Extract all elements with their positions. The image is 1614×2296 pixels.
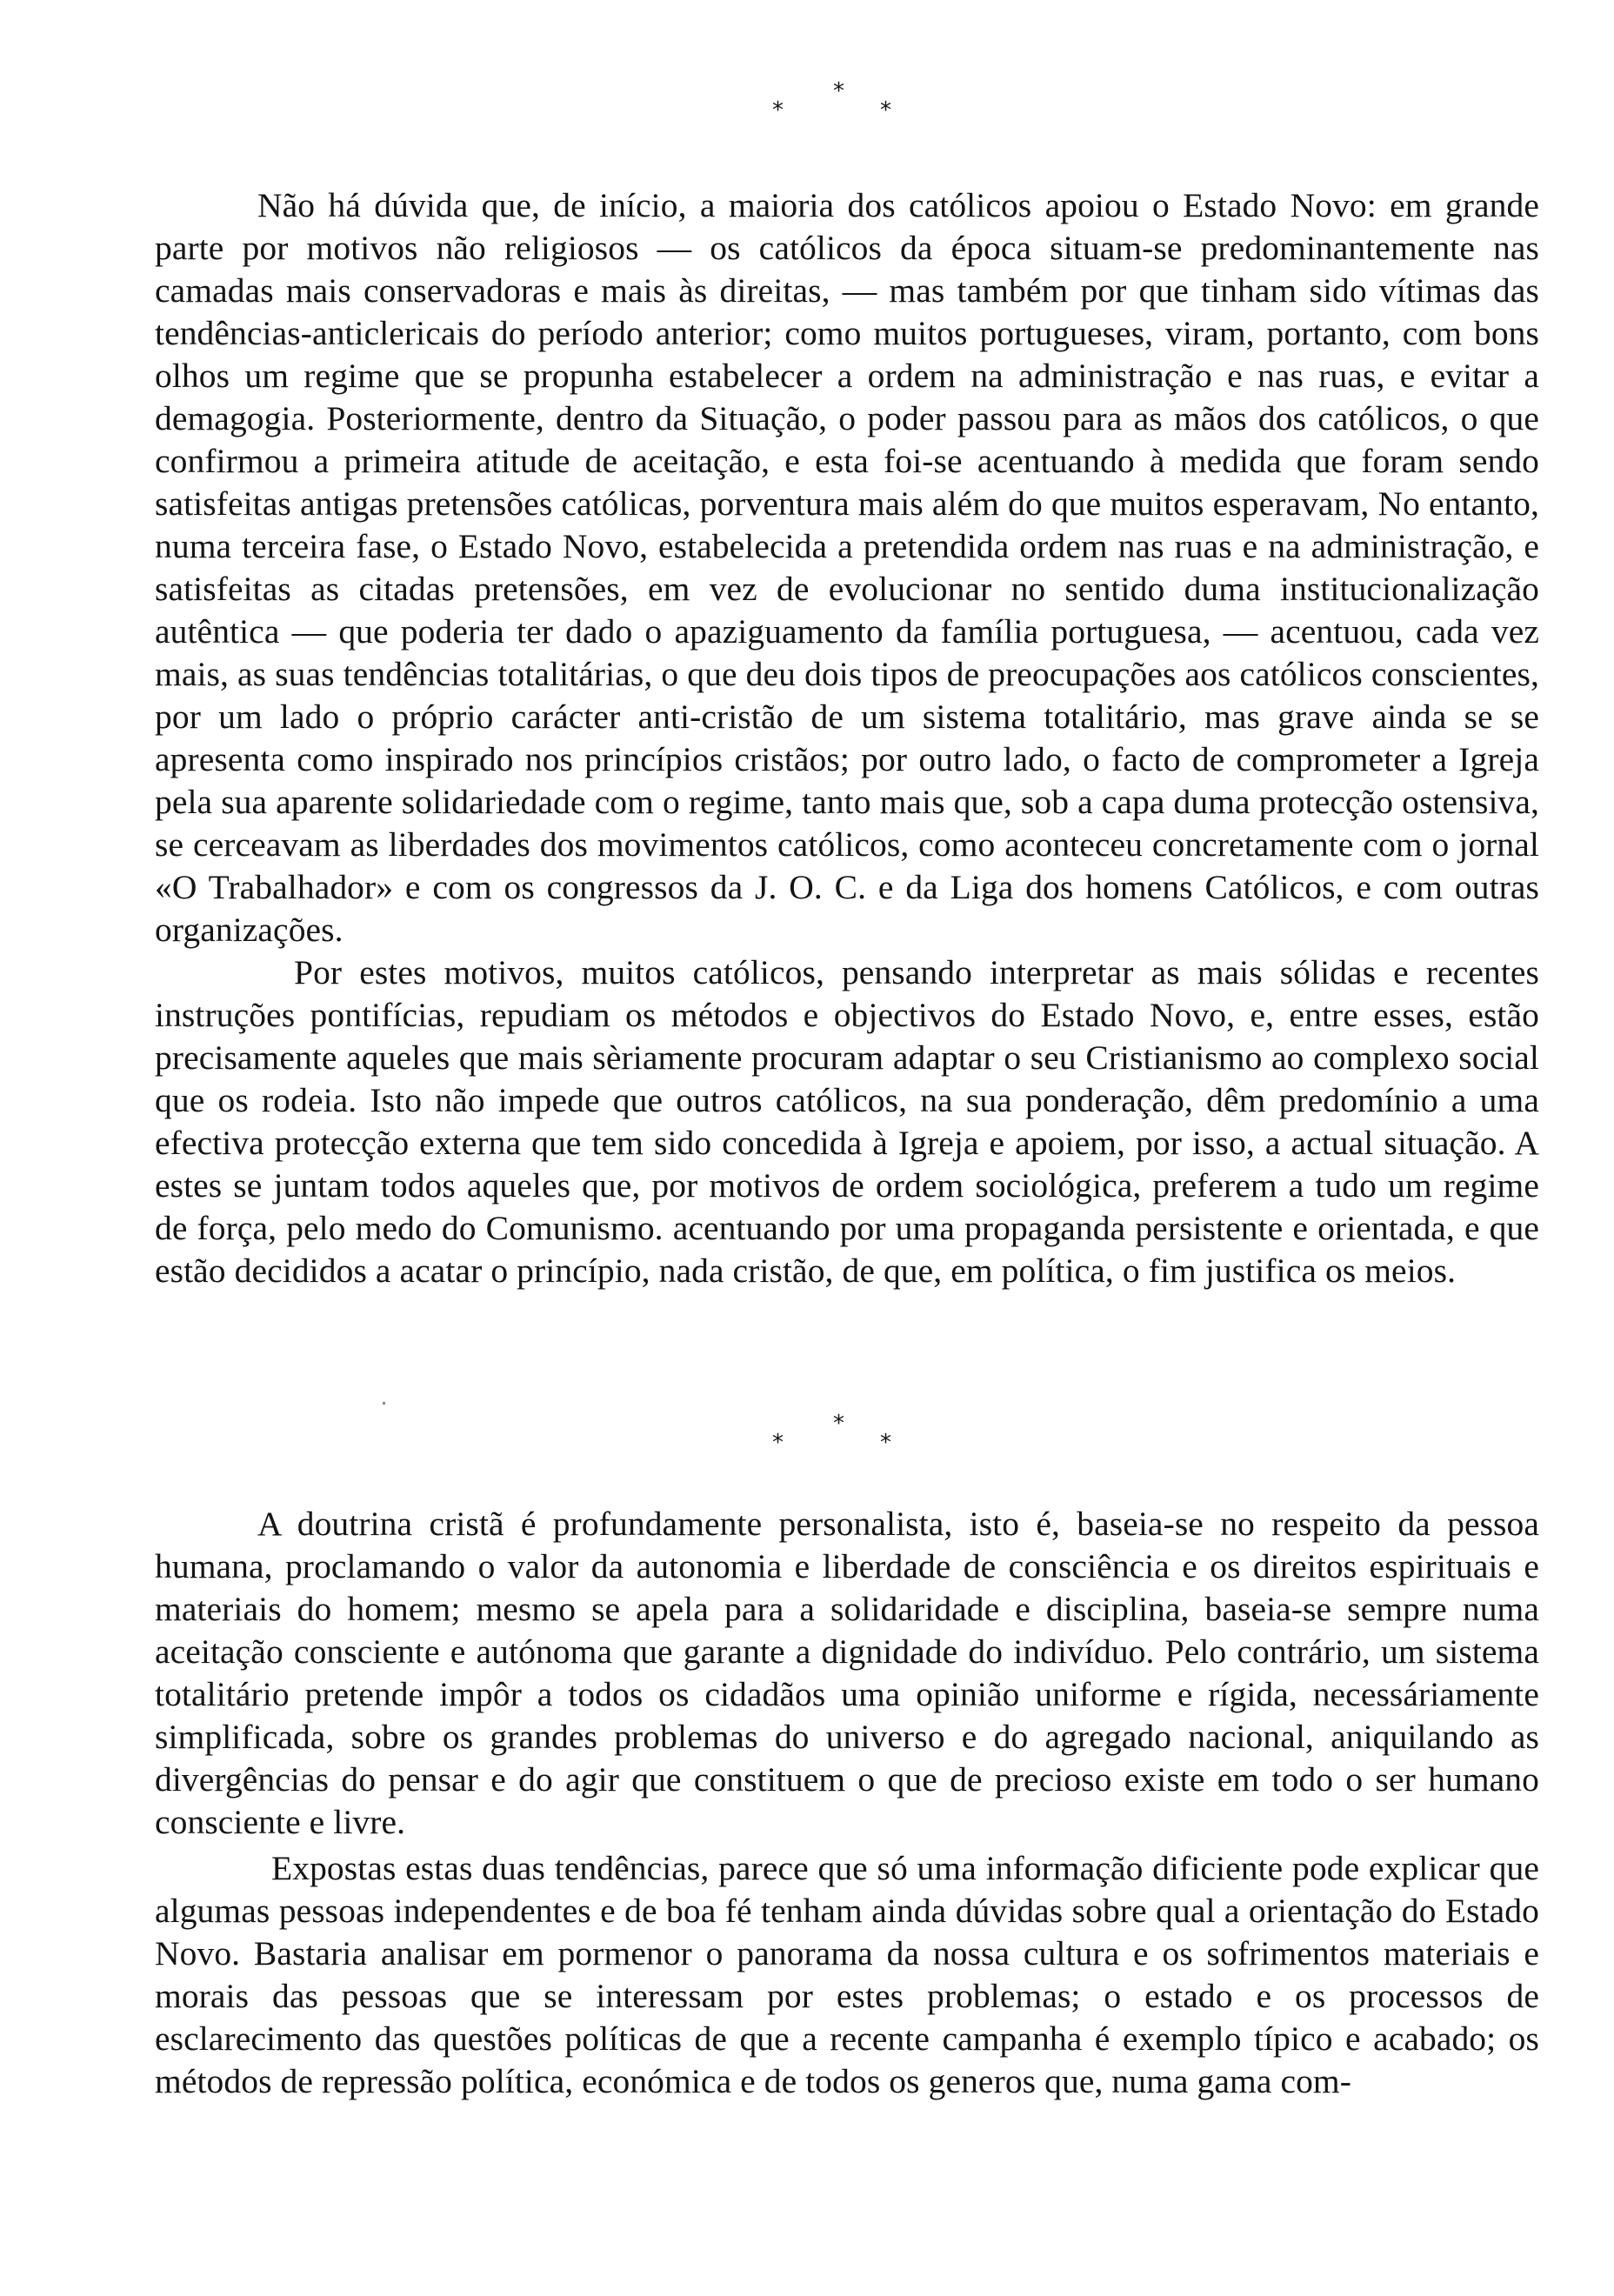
paragraph: A doutrina cristã é profundamente personalista, isto é, baseia-se no respeito da pessoa humana, proclamando o valor da autonomia e liberdade de consciência e os direitos espirituais e materiais do homem; mesmo se apela para a solidaridade e disciplina, baseia-se sempre numa aceitação consciente e autónoma que garante a dignidade do indivíduo. Pelo contrário, um sistema totalitário pretende impôr a todos os cidadãos uma opinião uniforme e rígida, necessáriamente simplificada, sobre os grandes problemas do universo e do agregado nacional, aniquilando as divergências do pensar e do agir que constituem o que de precioso existe em todo o ser humano consciente e livre. (155, 1505, 1539, 1841)
ornament-star: * (880, 97, 891, 123)
print-speck (383, 1402, 385, 1405)
section-ornament-top (0, 80, 1614, 141)
ornament-star: * (880, 1430, 891, 1456)
ornament-star: * (833, 1411, 844, 1437)
ornament-star: * (772, 97, 784, 123)
section-ornament-middle (0, 1412, 1614, 1473)
paragraph: Por estes motivos, muitos católicos, pensando interpretar as mais sólidas e recentes instruções pontifícias, repudiam os métodos e objectivos do Estado Novo, e, entre esses, estão precisamente aqueles que mais sèriamente procuram adaptar o seu Cristianismo ao complexo social que os rodeia. Isto não impede que outros católicos, na sua ponderação, dêm predomínio a uma efectiva protecção externa que tem sido concedida à Igreja e apoiem, por isso, a actual situação. A estes se juntam todos aqueles que, por motivos de ordem sociológica, preferem a tudo um regime de força, pelo medo do Comunismo. acentuando por uma propaganda persistente e orientada, e que estão decididos a acatar o princípio, nada cristão, de que, em política, o fim justifica os meios. (155, 953, 1539, 1290)
paragraph: Não há dúvida que, de início, a maioria dos católicos apoiou o Estado Novo: em grande parte por motivos não religiosos — os católicos da época situam-se predominantemente nas camadas mais conservadoras e mais às direitas, — mas também por que tinham sido vítimas das tendências-anticlericais do período anterior; como muitos portugueses, viram, portanto, com bons olhos um regime que se propunha estabelecer a ordem na administração e nas ruas, e evitar a demagogia. Posteriormente, dentro da Situação, o poder passou para as mãos dos católicos, o que confirmou a primeira atitude de aceitação, e esta foi-se acentuando à medida que foram sendo satisfeitas antigas pretensões católicas, porventura mais além do que muitos esperavam, No entanto, numa terceira fase, o Estado Novo, estabelecida a pretendida ordem nas ruas e na administração, e satisfeitas as citadas pretensões, em vez de evolucionar no sentido duma institucionalização autêntica — que poderia ter dado o apaziguamento da família portuguesa, — acentuou, cada vez mais, as suas tendências totalitárias, o que deu dois tipos de preocupações aos católicos conscientes, por um lado o próprio carácter anti-cristão de um sistema totalitário, mas grave ainda se se apresenta como inspirado nos princípios cristãos; por outro lado, o facto de comprometer a Igreja pela sua aparente solidariedade com o regime, tanto mais que, sob a capa duma protecção ostensiva, se cerceavam as liberdades dos movimentos católicos, como aconteceu concretamente com o jornal «O Trabalhador» e com os congressos da J. O. C. e da Liga dos homens Católicos, e com outras organizações. (155, 186, 1539, 949)
ornament-star: * (833, 78, 844, 104)
paragraph: Expostas estas duas tendências, parece que só uma informação dificiente pode explicar que algumas pessoas independentes e de boa fé tenham ainda dúvidas sobre qual a orientação do Estado Novo. Bastaria analisar em pormenor o panorama da nossa cultura e os sofrimentos materiais e morais das pessoas que se interessam por estes problemas; o estado e os processos de esclarecimento das questões políticas de que a recente campanha é exemplo típico e acabado; os métodos de repressão política, económica e de todos os generos que, numa gama com- (155, 1849, 1539, 2100)
section-1-text (155, 184, 1539, 1292)
section-2-text (155, 1503, 1539, 2103)
ornament-star: * (772, 1430, 784, 1456)
